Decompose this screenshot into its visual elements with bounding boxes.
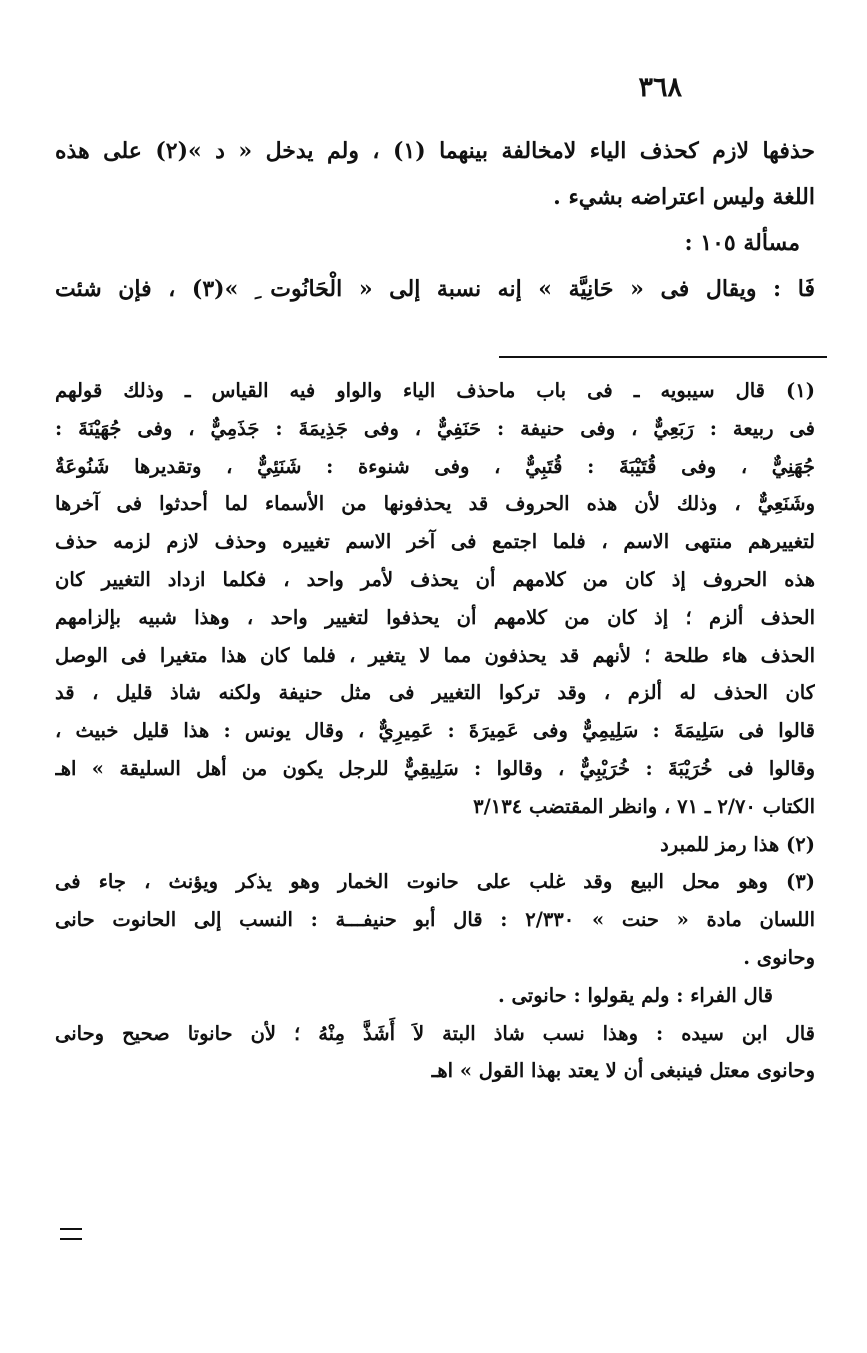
- footnote-line: وشَنَعِيٌّ ، وذلك لأن هذه الحروف قد يحذفونها من الأسماء لما أحدثوا فى آخرها: [55, 492, 815, 516]
- footnote-line: قالوا فى سَلِيمَةَ : سَلِيمِيٌّ وفى عَمِيرَةَ : عَمِيرِيٌّ ، وقال يونس : هذا قليل خبيث ،: [55, 719, 815, 743]
- main-text: [55, 128, 815, 312]
- text-line: اللغة وليس اعتراضه بشيء .: [553, 184, 815, 210]
- footnote-line: الكتاب ٢/٧٠ ـ ٧١ ، وانظر المقتضب ٣/١٣٤: [473, 794, 815, 818]
- footnote-line: اللسان مادة « حنت » ٢/٣٣٠ : قال أبو حنيفـــة : النسب إلى الحانوت حانى: [55, 908, 815, 932]
- footnote-line: الحذف هاء طلحة ؛ لأنهم قد يحذفون مما لا يتغير ، فلما كان هذا متغيرا فى الوصل: [55, 643, 815, 667]
- text-line: حذفها لازم كحذف الياء لامخالفة بينهما (١) ، ولم يدخل « د »(٢) على هذه: [55, 138, 815, 164]
- footnote-line: (٣) وهو محل البيع وقد غلب على حانوت الخمار وهو يذكر ويؤنث ، جاء فى: [55, 870, 815, 894]
- footnote-line: وحانوى .: [743, 945, 815, 969]
- footnote-line: هذه الحروف إذ كان من كلامهم أن يحذف لأمر واحد ، فكلما ازداد التغيير كان: [55, 567, 815, 591]
- footnote-line: وحانوى معتل فينبغى أن لا يعتد بهذا القول » اهـ: [431, 1059, 815, 1083]
- continuation-mark: [60, 1228, 82, 1240]
- footnote-line: لتغييرهم منتهى الاسم ، فلما اجتمع فى آخر الاسم تغييره وحذف لازم لزمه حذف: [55, 530, 815, 554]
- footnote-line: قال الفراء : ولم يقولوا : حانوتى .: [497, 983, 773, 1007]
- text-line: فَا : ويقال فى « حَانِيَّة » إنه نسبة إلى « الْحَانُوت ِ »(٣) ، فإن شئت: [55, 276, 815, 302]
- footnote-line: (١) قال سيبويه ـ فى باب ماحذف الياء والواو فيه القياس ـ وذلك قولهم: [55, 379, 815, 402]
- footnote-line: كان الحذف له ألزم ، وقد تركوا التغيير فى مثل حنيفة ولكنه شاذ قليل ، قد: [55, 681, 815, 705]
- footnotes: [55, 372, 815, 1090]
- footnote-line: فى ربيعة : رَبَعِيٌّ ، وفى حنيفة : حَنَفِيٌّ ، وفى جَذِيمَةَ : جَذَمِيٌّ ، وفى جُهَيْنَةَ :: [55, 416, 815, 440]
- footnote-line: وقالوا فى خُرَيْبَةَ : خُرَيْبِيٌّ ، وقالوا : سَلِيقِيٌّ للرجل يكون من أهل السليقة » اهـ: [55, 756, 815, 780]
- footnote-line: (٢) هذا رمز للمبرد: [660, 832, 815, 856]
- footnote-line: جُهَنِيٌّ ، وفى قُتَيْبَةَ : قُتَبِيٌّ ، وفى شنوءة : شَنَئِيٌّ ، وتقديرها شَنُوعَةٌ: [55, 454, 815, 478]
- issue-heading: مسألة ١٠٥ :: [684, 230, 800, 256]
- footnote-line: الحذف ألزم ؛ إذ كان من كلامهم أن يحذفوا لتغيير واحد ، وهذا شبيه بإلزامهم: [55, 605, 815, 629]
- page-number: ٣٦٨: [638, 72, 682, 103]
- footnote-line: قال ابن سيده : وهذا نسب شاذ البتة لاَ أَشَذَّ مِنْهُ ؛ لأن حانوتا صحيح وحانى: [55, 1021, 815, 1045]
- footnote-separator: [499, 356, 827, 358]
